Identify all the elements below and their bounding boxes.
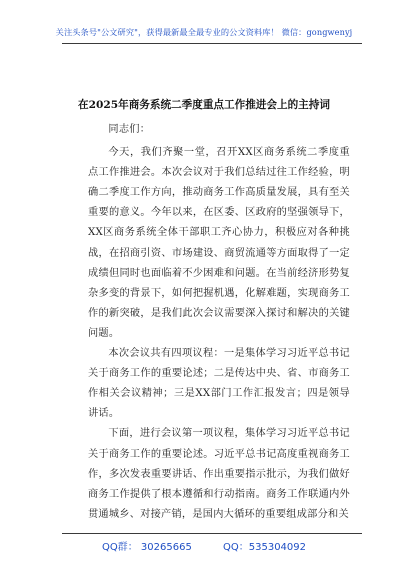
paragraph-first-item: 下面，进行会议第一项议程，集体学习习近平总书记关于商务工作的重要论述。习近平总书记高度重视商务工作，多次发表重要讲话、作出重要指示批示，为我们做好商务工作提供了根本遵循和行动指南。商务工作联通内外贯通城乡、对接产销，是国内大循环的重要组成部分和关 xyxy=(88,428,350,520)
footer-qq-number: QQ：535304092 xyxy=(223,542,307,553)
document-body xyxy=(88,120,350,525)
header-promo-note: 关注头条号"公文研究"，获得最新最全最专业的公文资料库！ 微信：gongwenyj xyxy=(55,27,353,37)
salutation: 同志们： xyxy=(108,124,151,135)
paragraph-opening: 今天，我们齐聚一堂，召开XX区商务系统二季度重点工作推进会。本次会议对于我们总结过往工作经验，明确二季度工作方向，推动商务工作高质量发展，具有至关重要的意义。今年以来，在区委、区政府的坚强领导下，XX区商务系统全体干部职工齐心协力，积极应对各种挑战，在招商引资、市场建设、商贸流通等方面取得了一定成绩但同时也面临着不少困难和问题。在当前经济形势复杂多变的背景下，如何把握机遇，化解难题，实现商务工作的新突破，是我们此次会议需要深入探讨和解决的关键问题。 xyxy=(88,147,350,339)
paragraph-agenda: 本次会议共有四项议程：一是集体学习习近平总书记关于商务工作的重要论述；二是传达中央、省、市商务工作相关会议精神；三是XX部门工作汇报发言；四是领导讲话。 xyxy=(88,348,350,420)
footer-qq-group: QQ群： 30265665 xyxy=(101,542,192,553)
footer-contacts xyxy=(0,538,408,553)
header-divider xyxy=(62,43,362,44)
footer-divider xyxy=(62,533,362,534)
document-title: 在2025年商务系统二季度重点工作推进会上的主持词 xyxy=(78,99,330,111)
